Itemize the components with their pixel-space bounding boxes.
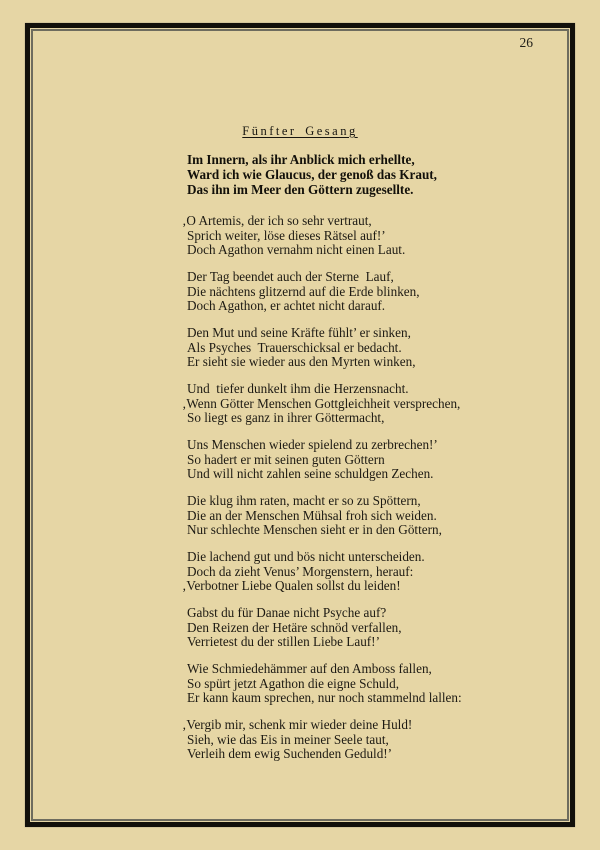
poem-line: Doch Agathon vernahm nicht einen Laut. — [187, 242, 406, 258]
page-number: 26 — [519, 35, 533, 50]
poem-line: So liegt es ganz in ihrer Göttermacht, — [187, 410, 385, 426]
poem-stanza — [187, 326, 567, 370]
page-border-frame — [25, 23, 575, 827]
poem-line: Doch Agathon, er achtet nicht darauf. — [187, 298, 386, 314]
poem-line: Den Reizen der Hetäre schnöd verfallen, — [187, 619, 402, 635]
poem-line: Sprich weiter, löse dieses Rätsel auf!’ — [187, 227, 386, 243]
poem-line: Doch da zieht Venus’ Morgenstern, herauf: — [187, 563, 414, 579]
poem-stanza — [187, 662, 567, 706]
poem-stanza — [187, 438, 567, 482]
poem-line: Gabst du für Danae nicht Psyche auf? — [187, 604, 387, 620]
poem-stanza — [187, 153, 567, 197]
poem-stanza — [182, 212, 567, 258]
poem-line: So spürt jetzt Agathon die eigne Schuld, — [187, 675, 400, 691]
poem-line: Er kann kaum sprechen, nur noch stammelnd lallen: — [187, 690, 462, 706]
page-inner-border — [31, 29, 569, 821]
poem-line: Den Mut und seine Kräfte fühlt’ er sinken, — [187, 324, 411, 340]
poem-line: Als Psyches Trauerschicksal er bedacht. — [187, 339, 402, 355]
poem-line: So hadert er mit seinen guten Göttern — [187, 451, 385, 467]
poem-title: Fünfter Gesang — [242, 124, 358, 138]
poem-line: Und tiefer dunkelt ihm die Herzensnacht. — [187, 380, 409, 396]
poem-line: Die nächtens glitzernd auf die Erde blinken, — [187, 283, 420, 299]
poem-line: Das ihn im Meer den Göttern zugesellte. — [187, 181, 414, 197]
poem-stanza — [182, 548, 567, 594]
poem-stanza — [182, 716, 567, 762]
poem-line: Die klug ihm raten, macht er so zu Spöttern, — [187, 492, 421, 508]
poem-line: Der Tag beendet auch der Sterne Lauf, — [187, 268, 394, 284]
poem-line: Wie Schmiedehämmer auf den Amboss fallen, — [187, 660, 432, 676]
poem-stanza — [187, 494, 567, 538]
poem-stanza — [187, 270, 567, 314]
poem-line: Verleih dem ewig Suchenden Geduld!’ — [187, 746, 393, 762]
poem-line: Und will nicht zahlen seine schuldgen Zechen. — [187, 466, 434, 482]
poem-line: Er sieht sie wieder aus den Myrten winken, — [187, 354, 416, 370]
poem-stanza — [182, 380, 567, 426]
poem-stanza — [187, 606, 567, 650]
poem-body — [182, 152, 567, 774]
poem-line: ‚O Artemis, der ich so sehr vertraut, — [182, 212, 372, 228]
poem-line: ‚Wenn Götter Menschen Gottgleichheit versprechen, — [182, 395, 461, 411]
poem-line: Die an der Menschen Mühsal froh sich weiden. — [187, 507, 437, 523]
poem-line: ‚Vergib mir, schenk mir wieder deine Huld! — [182, 716, 413, 732]
poem-line: ‚Verbotner Liebe Qualen sollst du leiden! — [182, 578, 401, 594]
poem-line: Im Innern, als ihr Anblick mich erhellte, — [187, 152, 415, 167]
poem-line: Sieh, wie das Eis in meiner Seele taut, — [187, 731, 389, 747]
poem-line: Die lachend gut und bös nicht unterscheiden. — [187, 548, 425, 564]
poem-line: Verrietest du der stillen Liebe Lauf!’ — [187, 634, 380, 650]
poem-line: Nur schlechte Menschen sieht er in den Göttern, — [187, 522, 442, 538]
poem-line: Ward ich wie Glaucus, der genoß das Kraut, — [187, 166, 437, 182]
poem-line: Uns Menschen wieder spielend zu zerbrechen!’ — [187, 436, 438, 452]
